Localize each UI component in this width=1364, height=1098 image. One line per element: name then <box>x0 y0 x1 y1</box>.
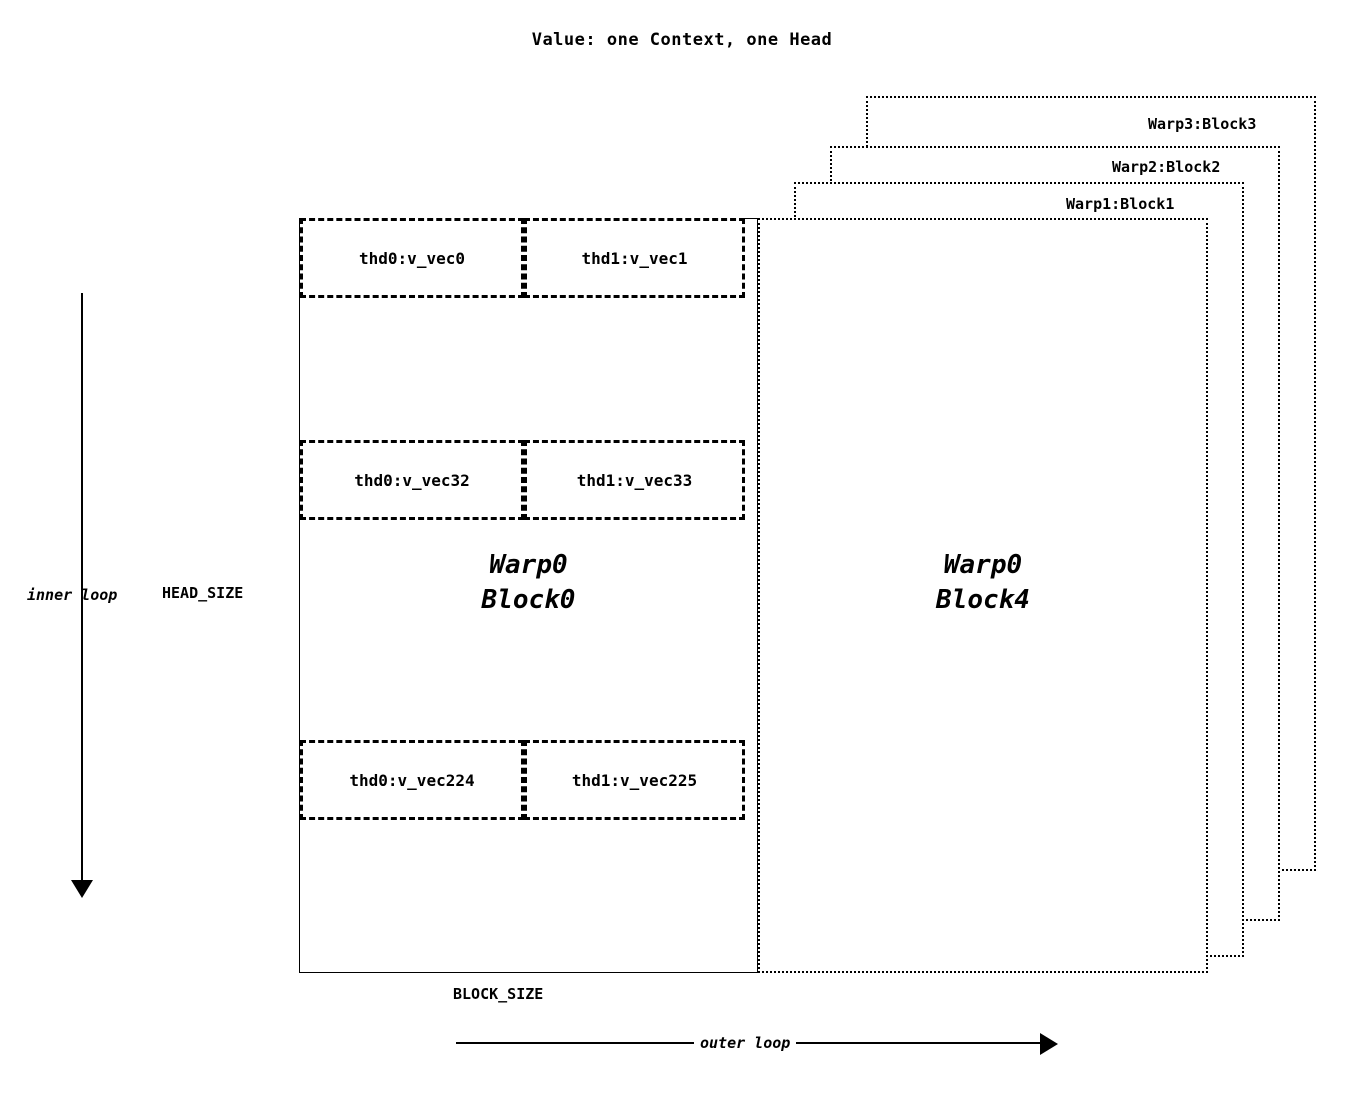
stack-block-3-label: Warp3:Block3 <box>1148 115 1257 133</box>
vector-cell: thd1:v_vec225 <box>524 740 745 820</box>
block-0-block: Block0 <box>481 585 576 616</box>
vector-row <box>300 440 745 520</box>
inner-loop-arrow <box>71 880 93 898</box>
outer-loop-arrow <box>1040 1033 1058 1055</box>
head-size-label: HEAD_SIZE <box>162 584 244 602</box>
outer-loop-label: outer loop <box>694 1034 796 1052</box>
vector-cell: thd0:v_vec0 <box>300 218 524 298</box>
block-4-block: Block4 <box>936 585 1030 616</box>
block-0-warp: Warp0 <box>489 550 568 580</box>
inner-loop-label: inner loop <box>27 586 118 604</box>
page-title: Value: one Context, one Head <box>531 30 833 50</box>
vector-row <box>300 218 745 298</box>
vector-cell: thd1:v_vec1 <box>524 218 745 298</box>
vector-cell: thd0:v_vec32 <box>300 440 524 520</box>
stack-block-1-label: Warp1:Block1 <box>1066 195 1175 213</box>
block-4-label <box>758 548 1208 618</box>
block-0-label <box>299 548 758 618</box>
vector-cell: thd1:v_vec33 <box>524 440 745 520</box>
stack-block-2-label: Warp2:Block2 <box>1112 158 1221 176</box>
vector-cell: thd0:v_vec224 <box>300 740 524 820</box>
vector-row <box>300 740 745 820</box>
block-4-warp: Warp0 <box>943 550 1023 580</box>
block-size-label: BLOCK_SIZE <box>453 985 544 1003</box>
